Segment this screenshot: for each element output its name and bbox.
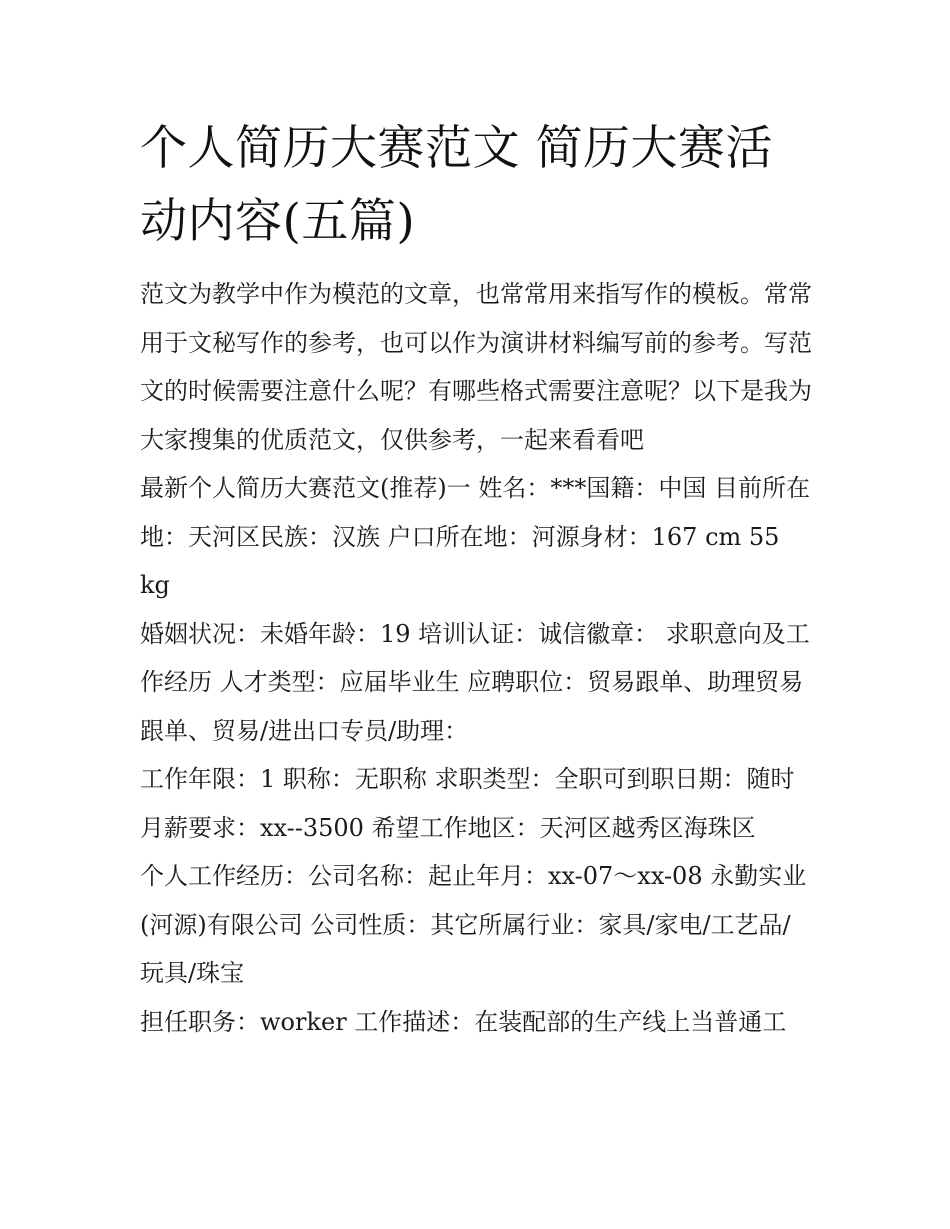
document-page xyxy=(140,112,812,1046)
work-history-paragraph: 个人工作经历：公司名称：起止年月：xx-07～xx-08 永勤实业(河源)有限公司 公司性质：其它所属行业：家具/家电/工艺品/玩具/珠宝 xyxy=(140,862,807,987)
job-intention-paragraph: 婚姻状况：未婚年龄：19 培训认证：诚信徽章： 求职意向及工作经历 人才类型：应届毕业生 应聘职位：贸易跟单、助理贸易跟单、贸易/进出口专员/助理： xyxy=(140,619,810,745)
personal-info-paragraph: 最新个人简历大赛范文(推荐)一 姓名：***国籍：中国 目前所在地：天河区民族：汉族 户口所在地：河源身材：167 cm 55 kg xyxy=(140,474,810,599)
intro-paragraph: 范文为教学中作为模范的文章，也常常用来指写作的模板。常常用于文秘写作的参考，也可以作为演讲材料编写前的参考。写范文的时候需要注意什么呢？有哪些格式需要注意呢？以下是我为大家搜集的优质范文，仅供参考，一起来看看吧 xyxy=(140,280,812,454)
job-duty-paragraph: 担任职务：worker 工作描述：在装配部的生产线上当普通工 xyxy=(140,1007,787,1036)
document-title: 个人简历大赛范文 简历大赛活动内容(五篇) xyxy=(140,121,773,249)
job-requirements-paragraph: 工作年限：1 职称：无职称 求职类型：全职可到职日期：随时月薪要求：xx--3500 希望工作地区：天河区越秀区海珠区 xyxy=(140,765,795,842)
